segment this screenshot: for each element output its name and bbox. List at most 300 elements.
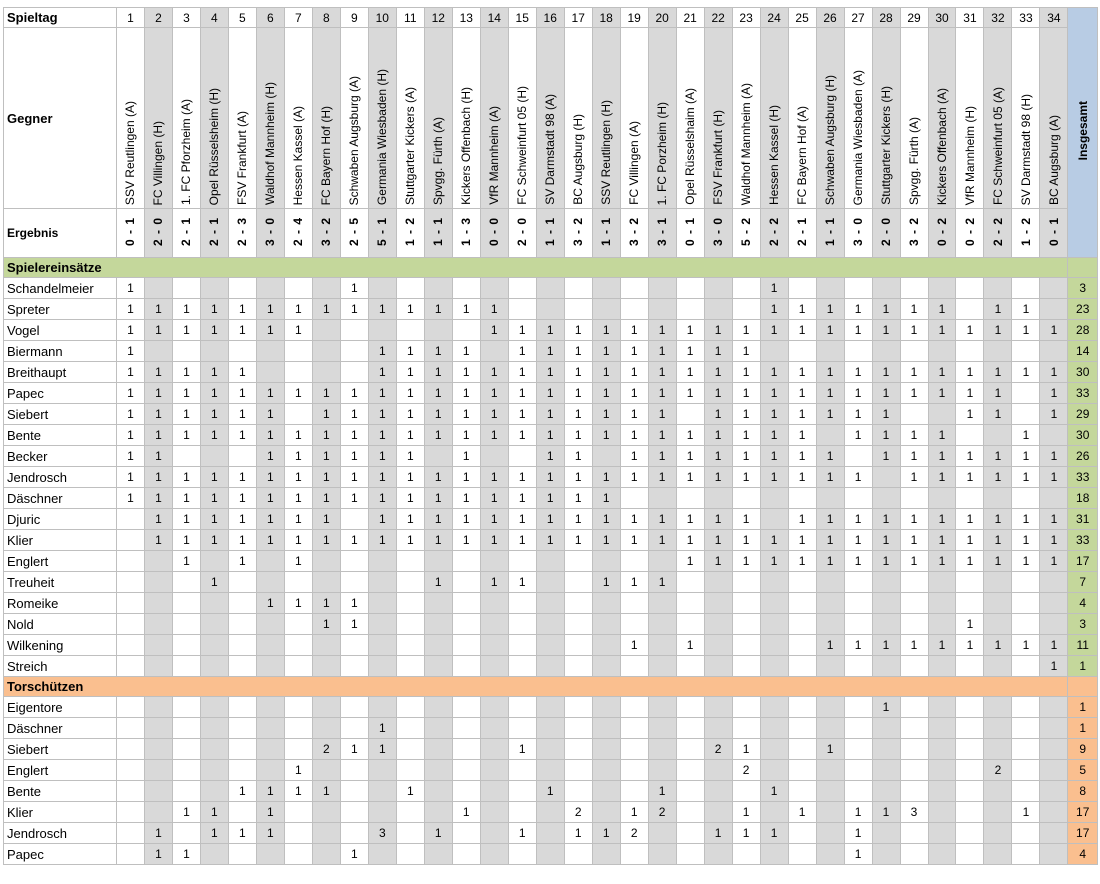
stat-cell: 1 — [536, 446, 564, 467]
stat-cell — [312, 823, 340, 844]
stat-cell: 1 — [536, 320, 564, 341]
stat-cell — [312, 572, 340, 593]
stat-cell: 1 — [452, 509, 480, 530]
stat-cell — [984, 802, 1012, 823]
total-header-label: Insgesamt — [1075, 101, 1090, 161]
stat-cell: 1 — [704, 425, 732, 446]
stat-cell — [928, 697, 956, 718]
stat-cell — [592, 299, 620, 320]
result-cell — [508, 209, 536, 258]
stat-cell — [984, 341, 1012, 362]
stat-cell — [396, 614, 424, 635]
result-score: 2 - 3 — [235, 216, 250, 246]
stat-cell: 1 — [452, 341, 480, 362]
stat-cell: 1 — [1012, 802, 1040, 823]
stat-cell — [984, 823, 1012, 844]
opponent-name: Opel Rüsselshaim (A) — [683, 88, 698, 205]
result-score: 3 - 1 — [655, 216, 670, 246]
appearance-row — [4, 404, 1098, 425]
stat-cell — [816, 844, 844, 865]
stat-cell: 1 — [928, 425, 956, 446]
matchday-row — [4, 8, 1098, 28]
stat-cell: 1 — [200, 467, 228, 488]
stat-cell: 1 — [480, 362, 508, 383]
stat-cell — [396, 593, 424, 614]
stat-cell: 1 — [788, 446, 816, 467]
scorer-row — [4, 739, 1098, 760]
stat-cell — [368, 278, 396, 299]
result-score: 2 - 1 — [179, 216, 194, 246]
stat-cell — [200, 593, 228, 614]
stat-cell — [312, 278, 340, 299]
stat-cell: 1 — [760, 425, 788, 446]
stat-cell — [648, 299, 676, 320]
stat-cell — [312, 320, 340, 341]
stat-cell — [760, 488, 788, 509]
stat-cell — [928, 760, 956, 781]
stat-cell: 1 — [340, 593, 368, 614]
stat-cell — [284, 802, 312, 823]
stat-cell: 1 — [984, 299, 1012, 320]
stat-cell — [116, 697, 144, 718]
stat-cell: 1 — [704, 823, 732, 844]
stat-cell — [732, 278, 760, 299]
matchday-cell: 18 — [592, 8, 620, 28]
stat-cell — [1012, 781, 1040, 802]
player-total: 8 — [1068, 781, 1098, 802]
stat-cell: 1 — [984, 446, 1012, 467]
stat-cell: 1 — [1040, 362, 1068, 383]
stat-cell — [536, 739, 564, 760]
stat-cell — [900, 718, 928, 739]
stat-cell — [1040, 278, 1068, 299]
opponent-name: 1. FC Porzheim (H) — [655, 101, 670, 205]
player-name: Breithaupt — [4, 362, 117, 383]
stat-cell: 1 — [592, 467, 620, 488]
result-score: 1 - 2 — [1018, 216, 1033, 246]
stat-cell: 1 — [844, 802, 872, 823]
stat-cell — [536, 760, 564, 781]
matchday-cell: 3 — [172, 8, 200, 28]
stat-cell — [424, 614, 452, 635]
stat-cell: 1 — [256, 446, 284, 467]
stat-cell: 1 — [172, 299, 200, 320]
stat-cell: 1 — [984, 383, 1012, 404]
stat-cell — [620, 488, 648, 509]
stat-cell — [1012, 341, 1040, 362]
stat-cell: 1 — [928, 551, 956, 572]
stat-cell — [284, 614, 312, 635]
stat-cell: 1 — [788, 383, 816, 404]
stat-cell: 1 — [872, 446, 900, 467]
stat-cell — [1012, 614, 1040, 635]
stat-cell — [256, 844, 284, 865]
stat-cell: 1 — [452, 299, 480, 320]
stat-cell: 1 — [340, 425, 368, 446]
stat-cell — [200, 739, 228, 760]
stat-cell: 1 — [508, 509, 536, 530]
stat-cell — [508, 278, 536, 299]
stat-cell — [900, 656, 928, 677]
opponent-name: Spvgg. Fürth (A) — [907, 116, 921, 205]
player-name: Becker — [4, 446, 117, 467]
stat-cell: 1 — [424, 509, 452, 530]
opponent-cell — [732, 28, 760, 209]
stat-cell: 1 — [956, 320, 984, 341]
stat-cell: 1 — [424, 383, 452, 404]
stat-cell — [508, 844, 536, 865]
result-score: 2 - 0 — [151, 216, 166, 246]
stat-cell: 1 — [172, 425, 200, 446]
stat-cell: 1 — [900, 425, 928, 446]
stat-cell: 1 — [704, 362, 732, 383]
stat-cell: 1 — [1040, 551, 1068, 572]
stat-cell: 1 — [592, 530, 620, 551]
stat-cell: 1 — [228, 320, 256, 341]
stat-cell — [928, 572, 956, 593]
stat-cell: 1 — [788, 551, 816, 572]
result-score: 2 - 0 — [879, 216, 894, 246]
stat-cell: 1 — [368, 341, 396, 362]
stat-cell — [928, 404, 956, 425]
stat-cell — [676, 656, 704, 677]
stat-cell: 1 — [1040, 383, 1068, 404]
result-cell — [284, 209, 312, 258]
stat-cell: 1 — [200, 299, 228, 320]
stat-cell: 1 — [872, 697, 900, 718]
stat-cell: 1 — [900, 530, 928, 551]
stat-cell — [396, 656, 424, 677]
stat-cell — [172, 781, 200, 802]
stat-cell — [396, 278, 424, 299]
stat-cell: 1 — [228, 509, 256, 530]
stat-cell: 1 — [564, 467, 592, 488]
stat-cell: 1 — [676, 320, 704, 341]
stat-cell — [648, 844, 676, 865]
stat-cell — [116, 718, 144, 739]
stat-cell — [648, 614, 676, 635]
stat-cell: 1 — [648, 383, 676, 404]
stat-cell — [592, 593, 620, 614]
stat-cell: 1 — [928, 530, 956, 551]
stat-cell — [900, 278, 928, 299]
player-total: 1 — [1068, 718, 1098, 739]
stat-cell: 1 — [536, 404, 564, 425]
result-cell — [424, 209, 452, 258]
stat-cell: 1 — [368, 509, 396, 530]
stat-cell — [340, 718, 368, 739]
stat-cell — [340, 572, 368, 593]
stat-cell — [816, 341, 844, 362]
stat-cell: 1 — [928, 509, 956, 530]
result-score: 0 - 1 — [1046, 216, 1061, 246]
stat-cell: 1 — [508, 383, 536, 404]
result-cell — [564, 209, 592, 258]
opponent-name: Waldhof Mannheim (H) — [263, 82, 278, 205]
stat-cell — [844, 572, 872, 593]
stat-cell — [1012, 844, 1040, 865]
stat-cell — [1040, 299, 1068, 320]
stat-cell: 1 — [732, 446, 760, 467]
stat-cell — [900, 488, 928, 509]
stat-cell: 1 — [620, 572, 648, 593]
stat-cell: 1 — [732, 362, 760, 383]
stat-cell: 1 — [984, 509, 1012, 530]
matchday-cell: 26 — [816, 8, 844, 28]
stat-cell: 1 — [844, 823, 872, 844]
stat-cell — [452, 781, 480, 802]
stat-cell — [424, 718, 452, 739]
scorer-row — [4, 802, 1098, 823]
matchday-cell: 11 — [396, 8, 424, 28]
stat-cell — [676, 823, 704, 844]
stat-cell: 1 — [984, 551, 1012, 572]
stat-cell: 1 — [676, 362, 704, 383]
stat-cell — [956, 739, 984, 760]
result-cell — [928, 209, 956, 258]
stat-cell: 1 — [256, 404, 284, 425]
stat-cell: 1 — [312, 425, 340, 446]
stat-cell — [1040, 697, 1068, 718]
stat-cell — [592, 278, 620, 299]
matchday-cell: 27 — [844, 8, 872, 28]
result-cell — [760, 209, 788, 258]
stat-cell — [116, 739, 144, 760]
stat-cell: 1 — [956, 404, 984, 425]
stat-cell: 1 — [256, 320, 284, 341]
stat-cell: 1 — [844, 320, 872, 341]
opponent-name: FSV Frankfurt (H) — [711, 110, 726, 205]
stat-cell — [172, 760, 200, 781]
player-name: Jendrosch — [4, 467, 117, 488]
matchday-cell: 6 — [256, 8, 284, 28]
stat-cell: 1 — [676, 383, 704, 404]
stat-cell — [452, 844, 480, 865]
stat-cell — [1012, 697, 1040, 718]
opponent-name: Germania Wiesbaden (H) — [375, 68, 390, 205]
stat-cell: 1 — [396, 509, 424, 530]
stat-cell: 1 — [200, 530, 228, 551]
stat-cell: 1 — [648, 572, 676, 593]
appearance-row — [4, 341, 1098, 362]
stat-cell: 1 — [984, 467, 1012, 488]
stat-cell — [816, 697, 844, 718]
stat-cell — [144, 551, 172, 572]
stat-cell: 1 — [172, 362, 200, 383]
stat-cell: 1 — [816, 551, 844, 572]
stat-cell — [536, 635, 564, 656]
stat-cell: 1 — [928, 320, 956, 341]
stat-cell: 1 — [172, 509, 200, 530]
stat-cell — [564, 739, 592, 760]
opponent-cell — [872, 28, 900, 209]
stat-cell: 1 — [396, 446, 424, 467]
stat-cell — [984, 656, 1012, 677]
stat-cell — [144, 593, 172, 614]
matchday-cell: 19 — [620, 8, 648, 28]
stat-cell — [452, 656, 480, 677]
stat-cell — [984, 488, 1012, 509]
player-total: 1 — [1068, 697, 1098, 718]
stat-cell — [228, 614, 256, 635]
stat-cell — [928, 614, 956, 635]
matchday-cell: 16 — [536, 8, 564, 28]
opponent-name: SSV Reutlingen (H) — [599, 100, 614, 205]
result-cell — [1012, 209, 1040, 258]
stat-cell: 1 — [1012, 320, 1040, 341]
stat-cell — [760, 635, 788, 656]
stat-cell — [396, 739, 424, 760]
stat-cell — [592, 760, 620, 781]
opponent-cell — [144, 28, 172, 209]
stat-cell: 1 — [1012, 299, 1040, 320]
stat-cell — [508, 635, 536, 656]
stat-cell — [284, 278, 312, 299]
matchday-label: Spieltag — [4, 8, 117, 28]
result-score: 1 - 1 — [543, 216, 558, 246]
stat-cell — [676, 760, 704, 781]
stat-cell — [592, 656, 620, 677]
stat-cell: 1 — [172, 404, 200, 425]
stat-cell — [816, 802, 844, 823]
player-total: 31 — [1068, 509, 1098, 530]
scorer-row — [4, 697, 1098, 718]
stat-cell — [788, 593, 816, 614]
stat-cell — [312, 802, 340, 823]
stat-cell — [872, 572, 900, 593]
stat-cell: 1 — [312, 383, 340, 404]
stat-cell — [648, 551, 676, 572]
stat-cell: 1 — [172, 802, 200, 823]
stat-cell — [256, 572, 284, 593]
result-cell — [480, 209, 508, 258]
stat-cell: 1 — [648, 425, 676, 446]
stat-cell — [368, 614, 396, 635]
stat-cell — [592, 781, 620, 802]
opponent-cell — [564, 28, 592, 209]
stat-cell: 1 — [340, 488, 368, 509]
stat-cell — [1012, 404, 1040, 425]
stat-cell: 1 — [536, 467, 564, 488]
stat-cell: 1 — [620, 425, 648, 446]
stat-cell: 1 — [984, 530, 1012, 551]
stat-cell — [844, 278, 872, 299]
stat-cell — [144, 760, 172, 781]
stat-cell — [564, 299, 592, 320]
stat-cell — [480, 551, 508, 572]
stat-cell: 1 — [956, 509, 984, 530]
stat-cell — [844, 593, 872, 614]
player-total: 18 — [1068, 488, 1098, 509]
stat-cell — [788, 781, 816, 802]
stat-cell — [676, 739, 704, 760]
stat-cell — [676, 697, 704, 718]
stat-cell — [256, 760, 284, 781]
stat-cell: 1 — [648, 362, 676, 383]
stat-cell: 1 — [396, 781, 424, 802]
stat-cell — [200, 341, 228, 362]
stat-cell: 1 — [592, 509, 620, 530]
opponent-cell — [256, 28, 284, 209]
stat-cell — [760, 718, 788, 739]
stat-cell — [340, 509, 368, 530]
stat-cell: 1 — [480, 425, 508, 446]
stat-cell — [844, 781, 872, 802]
appearance-row — [4, 572, 1098, 593]
stat-cell — [788, 823, 816, 844]
stat-cell: 1 — [424, 341, 452, 362]
stat-cell: 1 — [732, 383, 760, 404]
stat-cell: 1 — [200, 362, 228, 383]
stat-cell: 1 — [228, 530, 256, 551]
player-total: 33 — [1068, 467, 1098, 488]
stat-cell — [676, 614, 704, 635]
stat-cell: 1 — [732, 802, 760, 823]
stat-cell — [1012, 656, 1040, 677]
stat-cell: 1 — [536, 341, 564, 362]
opponent-name: FC Villingen (A) — [627, 121, 642, 205]
stat-cell — [788, 572, 816, 593]
stat-cell — [1040, 572, 1068, 593]
stat-cell — [928, 278, 956, 299]
stat-cell: 1 — [452, 530, 480, 551]
stat-cell: 1 — [928, 467, 956, 488]
stat-cell — [816, 656, 844, 677]
stat-cell: 1 — [172, 467, 200, 488]
matchday-cell: 30 — [928, 8, 956, 28]
appearance-row — [4, 488, 1098, 509]
stat-cell — [704, 572, 732, 593]
stat-cell: 1 — [1040, 509, 1068, 530]
stat-cell: 1 — [312, 781, 340, 802]
stat-cell — [564, 551, 592, 572]
stat-cell — [284, 341, 312, 362]
stat-cell — [508, 760, 536, 781]
stat-cell: 1 — [648, 341, 676, 362]
opponent-name: Kickers Offenbach (A) — [934, 87, 949, 205]
stat-cell: 1 — [956, 530, 984, 551]
stat-cell: 1 — [676, 635, 704, 656]
stat-cell: 2 — [620, 823, 648, 844]
stat-cell: 1 — [200, 509, 228, 530]
stat-cell: 1 — [256, 299, 284, 320]
stat-cell — [984, 781, 1012, 802]
stat-cell — [256, 739, 284, 760]
stat-cell: 1 — [760, 823, 788, 844]
stat-cell: 1 — [732, 739, 760, 760]
stat-cell — [480, 844, 508, 865]
player-name: Englert — [4, 760, 117, 781]
stat-cell — [396, 697, 424, 718]
stat-cell: 1 — [508, 739, 536, 760]
stat-cell — [1012, 572, 1040, 593]
stat-cell — [564, 781, 592, 802]
stat-cell — [676, 593, 704, 614]
stat-cell — [956, 488, 984, 509]
stat-cell — [256, 697, 284, 718]
stat-cell: 1 — [732, 425, 760, 446]
stat-cell: 1 — [844, 509, 872, 530]
stat-cell — [368, 656, 396, 677]
stat-cell — [900, 697, 928, 718]
stat-cell: 1 — [760, 320, 788, 341]
player-name: Schandelmeier — [4, 278, 117, 299]
stat-cell: 1 — [368, 739, 396, 760]
stat-cell: 1 — [116, 320, 144, 341]
stat-cell — [1012, 823, 1040, 844]
stat-cell — [816, 760, 844, 781]
stat-cell — [704, 656, 732, 677]
